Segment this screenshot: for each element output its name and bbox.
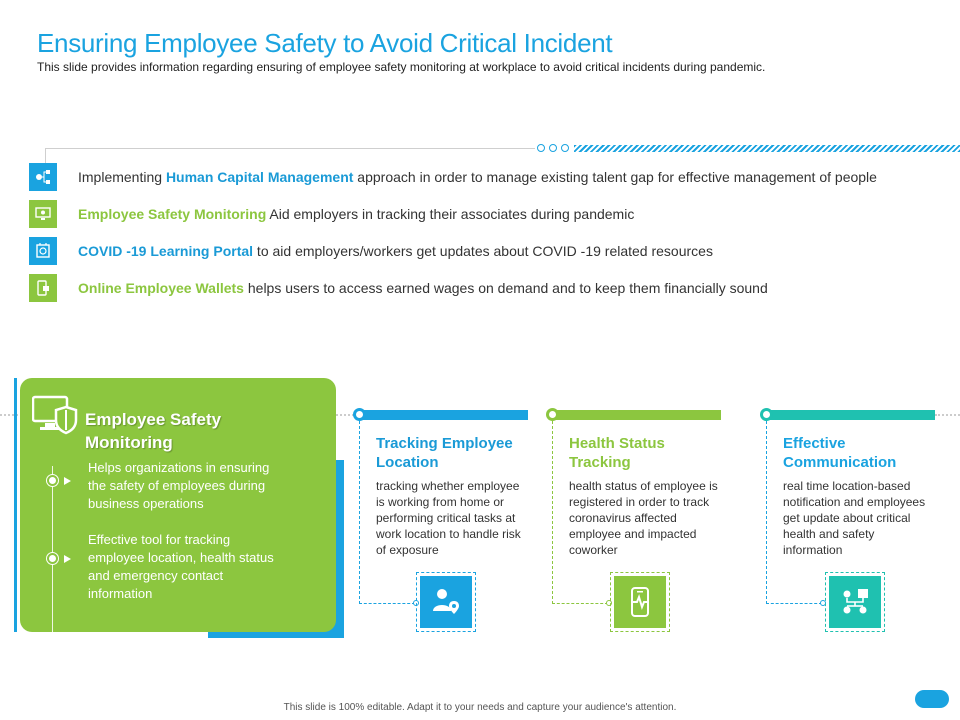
column-3-bar <box>767 410 935 420</box>
card-timeline-line <box>52 466 53 632</box>
side-accent-line <box>14 378 17 632</box>
phone-heartbeat-icon <box>614 576 666 628</box>
top-dot-3 <box>561 144 569 152</box>
card-node-2 <box>47 553 58 564</box>
column-2-node <box>546 408 559 421</box>
list-item-3 <box>29 238 713 264</box>
card-point-1: Helps organizations in ensuring the safety of employees during business operations <box>88 460 270 511</box>
column-1-node <box>353 408 366 421</box>
column-2-icon-frame <box>610 572 670 632</box>
card-node-1 <box>47 475 58 486</box>
list-item-text: Implementing Human Capital Management approach in order to manage existing talent gap for effective management of people <box>78 169 877 185</box>
monitor-shield-icon <box>32 395 78 442</box>
list-item-2 <box>29 201 635 227</box>
column-3-icon-frame <box>825 572 885 632</box>
network-icon <box>829 576 881 628</box>
top-dot-1 <box>537 144 545 152</box>
column-3-text: real time location-based notification and employees get update about critical health and safety information <box>783 479 926 557</box>
column-3-node <box>760 408 773 421</box>
column-2-connector <box>552 421 553 604</box>
column-1-title: Tracking Employee Location <box>376 435 513 471</box>
portal-icon <box>29 237 57 265</box>
column-1-text: tracking whether employee is working from home or performing critical tasks at work location to handle risk of exposure <box>376 479 521 557</box>
list-item-text: Online Employee Wallets helps users to access earned wages on demand and to keep them financially sound <box>78 280 768 296</box>
list-item-text: COVID -19 Learning Portal to aid employers/workers get updates about COVID -19 related resources <box>78 243 713 259</box>
top-dot-2 <box>549 144 557 152</box>
list-item-text: Employee Safety Monitoring Aid employers in tracking their associates during pandemic <box>78 206 635 222</box>
column-2-connector-h <box>552 603 608 604</box>
footer-badge <box>915 690 949 708</box>
footer-text: This slide is 100% editable. Adapt it to your needs and capture your audience's attention. <box>283 702 677 713</box>
column-3-connector <box>766 421 767 604</box>
list-item-1 <box>29 164 877 190</box>
top-hatch-bar <box>574 145 960 152</box>
timeline-dash-end <box>935 414 960 416</box>
monitoring-icon <box>29 200 57 228</box>
column-1-icon-frame <box>416 572 476 632</box>
card-point-2: Effective tool for tracking employee location, health status and emergency contact information <box>88 532 274 601</box>
arrow-right-icon <box>64 477 71 485</box>
location-user-icon <box>420 576 472 628</box>
card-title: Employee Safety Monitoring <box>85 410 222 452</box>
column-2-title: Health Status Tracking <box>569 435 665 471</box>
column-2-text: health status of employee is registered in order to track coronavirus affected employee and impacted coworker <box>569 479 718 557</box>
wallet-icon <box>29 274 57 302</box>
column-1-connector-h <box>359 603 415 604</box>
column-3-connector-h <box>766 603 822 604</box>
hierarchy-icon <box>29 163 57 191</box>
page-title: Ensuring Employee Safety to Avoid Critical Incident <box>37 28 613 58</box>
top-divider-line <box>45 148 535 149</box>
arrow-right-icon <box>64 555 71 563</box>
column-2-bar <box>553 410 721 420</box>
column-3-title: Effective Communication <box>783 435 897 471</box>
page-subtitle: This slide provides information regarding ensuring of employee safety monitoring at workplace to avoid critical incidents during pandemic. <box>37 60 766 74</box>
list-item-4 <box>29 275 768 301</box>
timeline-dash-left <box>0 414 22 416</box>
column-1-connector <box>359 421 360 604</box>
column-1-bar <box>360 410 528 420</box>
